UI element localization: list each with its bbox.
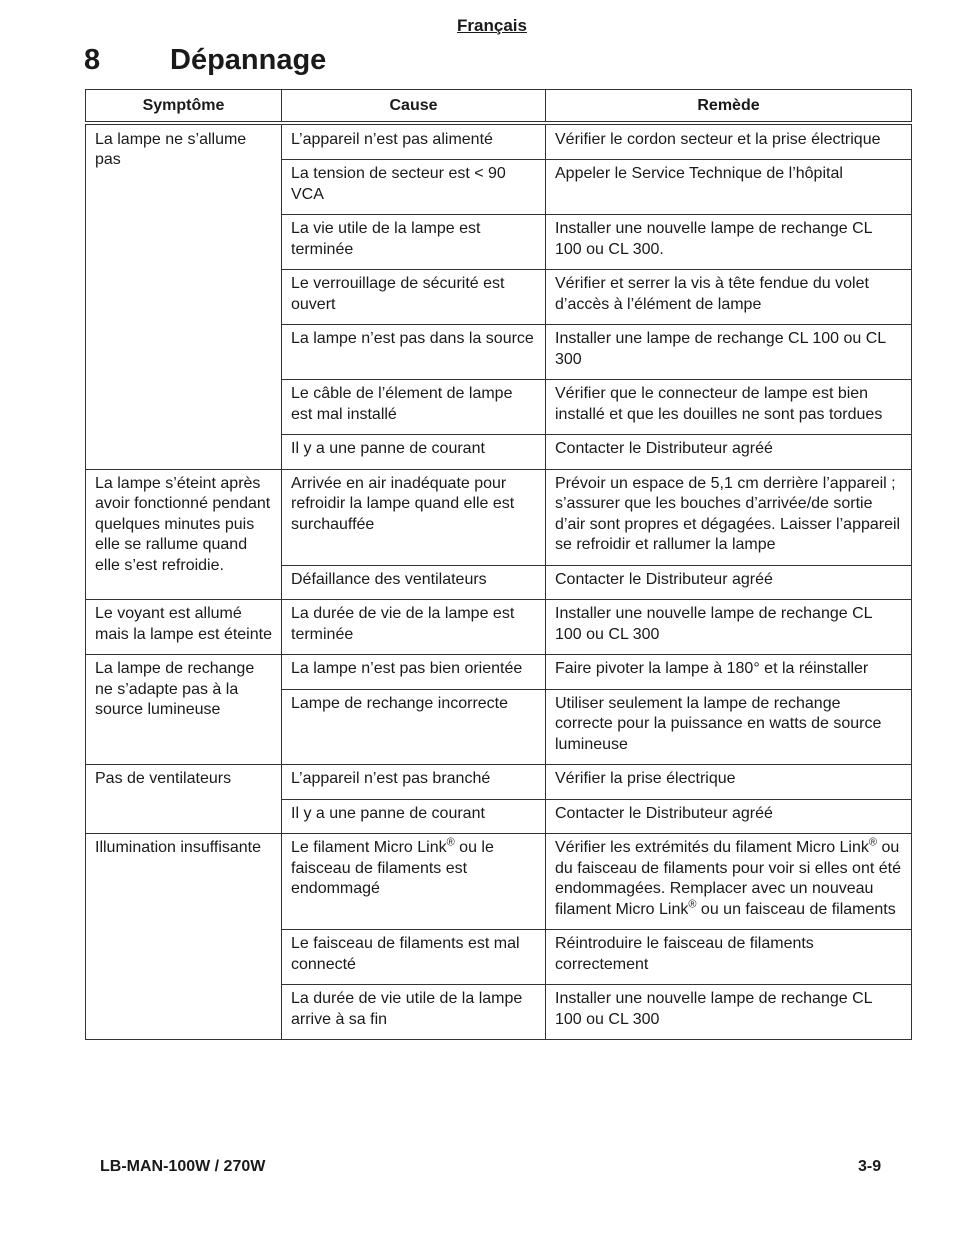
- section-number: 8: [84, 44, 101, 76]
- remedy-cell: Vérifier que le connecteur de lampe est bien installé et que les douilles ne sont pas tordues: [546, 380, 912, 435]
- registered-mark: ®: [868, 836, 877, 849]
- cause-cell: Le câble de l’élement de lampe est mal installé: [282, 380, 546, 435]
- remedy-cell: Faire pivoter la lampe à 180° et la réinstaller: [546, 655, 912, 690]
- remedy-cell: Appeler le Service Technique de l’hôpital: [546, 160, 912, 215]
- cause-cell: Lampe de rechange incorrecte: [282, 689, 546, 765]
- table-row: [86, 123, 912, 160]
- cause-cell: Il y a une panne de courant: [282, 799, 546, 834]
- table-body: [86, 123, 912, 1040]
- cause-cell: Défaillance des ventilateurs: [282, 565, 546, 600]
- symptom-cell: La lampe s’éteint après avoir fonctionné pendant quelques minutes puis elle se rallume quand elle s’est refroidie.: [86, 469, 282, 600]
- symptom-cell: Illumination insuffisante: [86, 834, 282, 1040]
- symptom-cell: Pas de ventilateurs: [86, 765, 282, 834]
- remedy-cell: Réintroduire le faisceau de filaments correctement: [546, 930, 912, 985]
- cause-cell: L’appareil n’est pas alimenté: [282, 123, 546, 160]
- remedy-cell: Vérifier et serrer la vis à tête fendue du volet d’accès à l’élément de lampe: [546, 270, 912, 325]
- table-row: [86, 834, 912, 930]
- cause-cell: La durée de vie de la lampe est terminée: [282, 600, 546, 655]
- section-title: Dépannage: [170, 44, 327, 76]
- registered-mark: ®: [688, 898, 697, 911]
- cause-cell: La durée de vie utile de la lampe arrive à sa fin: [282, 985, 546, 1040]
- cause-cell: Il y a une panne de courant: [282, 435, 546, 470]
- table-row: [86, 469, 912, 565]
- document-id: LB-MAN-100W / 270W: [100, 1158, 266, 1175]
- remedy-cell: Installer une nouvelle lampe de rechange CL 100 ou CL 300.: [546, 215, 912, 270]
- remedy-cell: Prévoir un espace de 5,1 cm derrière l’appareil ; s’assurer que les bouches d’arrivée/de sortie d’air sont propres et dégagées. Laisser l’appareil se refroidir et rallumer la lampe: [546, 469, 912, 565]
- table-row: [86, 600, 912, 655]
- cause-cell: L’appareil n’est pas branché: [282, 765, 546, 800]
- column-header-symptom: Symptôme: [86, 90, 282, 123]
- remedy-cell: Vérifier les extrémités du filament Micro Link® ou du faisceau de filaments pour voir si elles ont été endommagées. Remplacer avec un nouveau filament Micro Link® ou un faisceau de filaments: [546, 834, 912, 930]
- remedy-cell: Utiliser seulement la lampe de rechange correcte pour la puissance en watts de source lumineuse: [546, 689, 912, 765]
- remedy-cell: Installer une nouvelle lampe de rechange CL 100 ou CL 300: [546, 600, 912, 655]
- cause-cell: La lampe n’est pas dans la source: [282, 325, 546, 380]
- remedy-cell: Installer une nouvelle lampe de rechange CL 100 ou CL 300: [546, 985, 912, 1040]
- column-header-remedy: Remède: [546, 90, 912, 123]
- symptom-cell: La lampe ne s’allume pas: [86, 123, 282, 470]
- symptom-cell: La lampe de rechange ne s’adapte pas à la source lumineuse: [86, 655, 282, 765]
- remedy-cell: Installer une lampe de rechange CL 100 ou CL 300: [546, 325, 912, 380]
- cause-cell: Le filament Micro Link® ou le faisceau de filaments est endommagé: [282, 834, 546, 930]
- registered-mark: ®: [446, 836, 455, 849]
- section-heading: [84, 44, 326, 77]
- symptom-cell: Le voyant est allumé mais la lampe est éteinte: [86, 600, 282, 655]
- page-number: 3-9: [858, 1158, 882, 1175]
- cause-cell: La lampe n’est pas bien orientée: [282, 655, 546, 690]
- remedy-cell: Vérifier le cordon secteur et la prise électrique: [546, 123, 912, 160]
- cause-cell: Le faisceau de filaments est mal connecté: [282, 930, 546, 985]
- column-header-cause: Cause: [282, 90, 546, 123]
- table-header-row: [86, 90, 912, 123]
- table-row: [86, 765, 912, 800]
- cause-cell: La tension de secteur est < 90 VCA: [282, 160, 546, 215]
- remedy-cell: Contacter le Distributeur agréé: [546, 799, 912, 834]
- language-label: Français: [457, 16, 527, 35]
- cause-cell: Le verrouillage de sécurité est ouvert: [282, 270, 546, 325]
- troubleshooting-table: [85, 89, 912, 1040]
- remedy-cell: Contacter le Distributeur agréé: [546, 565, 912, 600]
- remedy-cell: Contacter le Distributeur agréé: [546, 435, 912, 470]
- table-row: [86, 655, 912, 690]
- cause-cell: La vie utile de la lampe est terminée: [282, 215, 546, 270]
- remedy-cell: Vérifier la prise électrique: [546, 765, 912, 800]
- cause-cell: Arrivée en air inadéquate pour refroidir la lampe quand elle est surchauffée: [282, 469, 546, 565]
